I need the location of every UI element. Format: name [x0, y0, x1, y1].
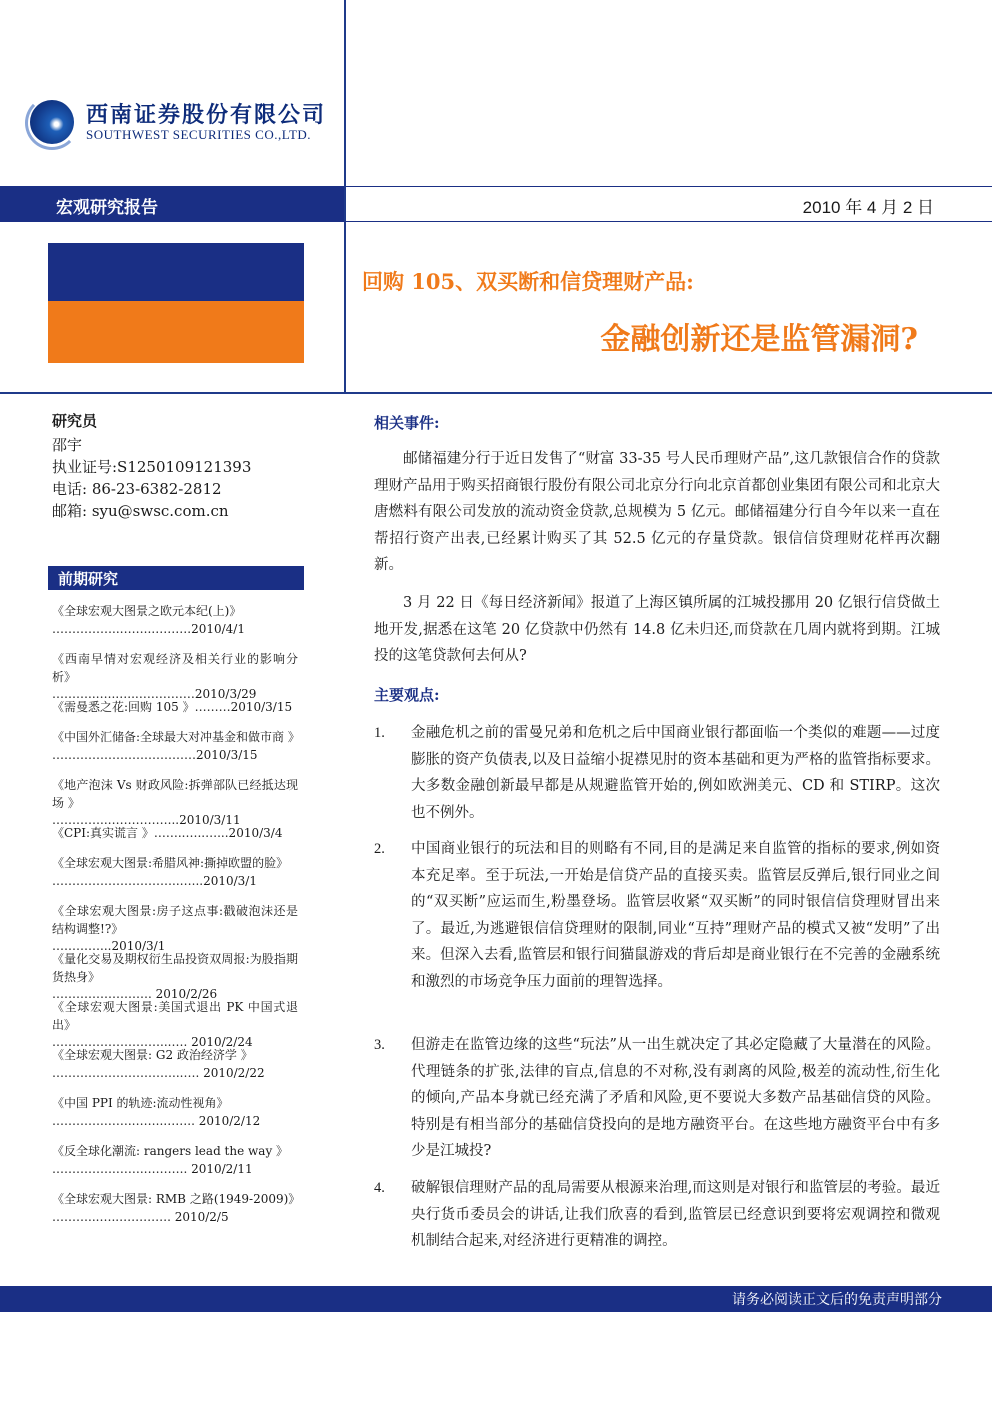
- point-text: 中国商业银行的玩法和目的则略有不同,目的是满足来自监管的指标的要求,例如资本充足率。至于玩法,一开始是信贷产品的直接买卖。监管层反弹后,银行同业之间的“双买断”应运而生,粉墨登场。监管层收紧“双买断”的同时银信信贷理财冒出来了。最近,为逃避银信信贷理财的限制,同业“互持”理财产品的模式又被“发明”了出来。但深入去看,监管层和银行间猫鼠游戏的背后却是商业银行在不完善的金融系统和激烈的市场竞争压力面前的理智选择。: [411, 841, 940, 990]
- related-events-heading: 相关事件:: [374, 414, 440, 432]
- title-line-1: 回购 105、双买断和信贷理财产品:: [362, 269, 694, 294]
- research-date: …………...2010/3/1: [52, 939, 166, 953]
- research-title: 《CPI:真实谎言 》: [52, 826, 154, 840]
- report-date: 2010 年 4 月 2 日: [802, 198, 934, 217]
- event-paragraph-2: 3 月 22 日《每日经济新闻》报道了上海区镇所属的江城投挪用 20 亿银行信贷做土地开发,据悉在这笔 20 亿贷款中仍然有 14.8 亿未归还,而贷款在几周内就将到期。江城投的这笔贷款何去何从?: [374, 595, 940, 664]
- point-text: 但游走在监管边缘的这些“玩法”从一出生就决定了其必定隐藏了大量潜在的风险。代理链条的扩张,法律的盲点,信息的不对称,没有剥离的风险,极差的流动性,衍生化的倾向,产品本身就已经充满了矛盾和风险,更不要说大多数产品基础信贷的风险。特别是有相当部分的基础信贷投向的是地方融资平台。在这些地方融资平台中有多少是江城投?: [411, 1037, 940, 1159]
- list-item: [52, 999, 298, 1052]
- event-paragraph-1: 邮储福建分行于近日发售了“财富 33-35 号人民币理财产品”,这几款银信合作的贷款理财产品用于购买招商银行股份有限公司北京分行向北京首都创业集团有限公司和北京大唐燃料有限公司发放的流动资金贷款,总规模为 5 亿元。邮储福建分行自今年以来一直在帮招行资产出表,已经累计购买了其 52.5 亿元的存量贷款。银信信贷理财花样再次翻新。: [374, 451, 940, 573]
- research-date: ………………………...…. 2010/2/24: [52, 1035, 253, 1049]
- research-date: …………………………..…...2010/3/1: [52, 873, 257, 888]
- research-title: 《全球宏观大图景之欧元本纪(上)》: [52, 604, 242, 618]
- list-item: [52, 1047, 298, 1082]
- research-title: 《全球宏观大图景:希腊风神:撕掉欧盟的脸》: [52, 856, 289, 870]
- company-logo-icon: [30, 100, 74, 144]
- point-text: 破解银信理财产品的乱局需要从根源来治理,而这则是对银行和监管层的考验。最近央行货币委员会的讲话,让我们欣喜的看到,监管层已经意识到要将宏观调控和微观机制结合起来,对经济进行更精准的调控。: [411, 1180, 940, 1249]
- research-date: …………….…….……….. 2010/2/11: [52, 1161, 253, 1176]
- list-item: [52, 603, 298, 638]
- analyst-license: 执业证号:S1250109121393: [52, 458, 252, 476]
- list-item: [52, 1095, 298, 1130]
- research-title: 《反全球化潮流: rangers lead the way 》: [52, 1144, 289, 1158]
- point-number: 4.: [374, 1180, 385, 1196]
- research-date: ……………………. 2010/2/26: [52, 987, 218, 1001]
- research-date: …………..……………...2010/3/11: [52, 813, 241, 827]
- research-title: 《全球宏观大图景:房子这点事:戳破泡沫还是结构调整!?》: [52, 904, 298, 936]
- list-item: [52, 1191, 301, 1226]
- list-item: [52, 729, 298, 764]
- decorative-block-blue: [48, 243, 304, 301]
- analyst-email: 邮箱: syu@swsc.com.cn: [52, 502, 229, 520]
- decorative-block-orange: [48, 301, 304, 363]
- point-number: 3.: [374, 1037, 385, 1053]
- main-points-heading: 主要观点:: [374, 686, 440, 704]
- title-line-2: 金融创新还是监管漏洞?: [600, 322, 918, 357]
- research-title: 《需曼悉之花:回购 105 》: [52, 700, 195, 714]
- header-bar-left: [0, 186, 344, 222]
- research-title: 《西南早情对宏观经济及相关行业的影响分析》: [52, 652, 298, 684]
- research-title: 《全球宏观大图景:美国式退出 PK 中国式退出》: [52, 1000, 298, 1032]
- research-date: ………………………………2010/3/15: [52, 747, 258, 762]
- list-item: [52, 855, 298, 890]
- research-date: …………………………...…. 2010/2/22: [52, 1065, 265, 1080]
- list-item: [52, 825, 298, 843]
- research-title: 《地产泡沫 Vs 财政风险:拆弹部队已经抵达现场 》: [52, 778, 298, 810]
- research-title: 《中国外汇储备:全球最大对冲基金和做市商 》: [52, 730, 300, 744]
- research-date: ………….…….……..…….. 2010/2/12: [52, 1113, 261, 1128]
- disclaimer-notice: 请务必阅读正文后的免责声明部分: [732, 1292, 942, 1308]
- research-date: ……………..……..……….2010/4/1: [52, 621, 245, 636]
- research-date: ………2010/3/15: [194, 700, 293, 714]
- research-date: ……..…..…...2010/3/4: [153, 826, 283, 840]
- research-date: ………...…..…………. 2010/2/5: [52, 1209, 229, 1224]
- list-item: [52, 1143, 298, 1178]
- point-text: 金融危机之前的雷曼兄弟和危机之后中国商业银行都面临一个类似的难题——过度膨胀的资产负债表,以及日益缩小捉襟见肘的资本基础和更为严格的监管指标要求。大多数金融创新最早都是从规避监管开始的,例如欧洲美元、CD 和 STIRP。这次也不例外。: [411, 725, 940, 821]
- research-title: 《中国 PPI 的轨迹:流动性视角》: [52, 1096, 229, 1110]
- point-number: 2.: [374, 841, 385, 857]
- analyst-name: 邵宇: [52, 436, 83, 454]
- research-title: 《量化交易及期权衍生品投资双周报:为股指期货热身》: [52, 952, 298, 984]
- logo-area: [0, 0, 345, 186]
- research-title: 《全球宏观大图景: G2 政治经济学 》: [52, 1048, 253, 1062]
- company-name-en: SOUTHWEST SECURITIES CO.,LTD.: [86, 127, 312, 142]
- research-title: 《全球宏观大图景: RMB 之路(1949-2009)》: [52, 1192, 301, 1206]
- company-name-cn: 西南证券股份有限公司: [86, 102, 327, 128]
- research-date: ………..…..…..……………2010/3/29: [52, 687, 257, 701]
- analyst-phone: 电话: 86-23-6382-2812: [52, 480, 222, 498]
- report-type: 宏观研究报告: [56, 198, 158, 218]
- list-item: [52, 699, 298, 717]
- analyst-heading: 研究员: [52, 412, 98, 430]
- horizontal-divider: [0, 392, 992, 394]
- list-item: [52, 951, 298, 1004]
- list-item: [52, 903, 298, 956]
- previous-research-heading: 前期研究: [58, 570, 119, 588]
- point-number: 1.: [374, 725, 385, 741]
- list-item: [52, 777, 298, 830]
- list-item: [52, 651, 298, 704]
